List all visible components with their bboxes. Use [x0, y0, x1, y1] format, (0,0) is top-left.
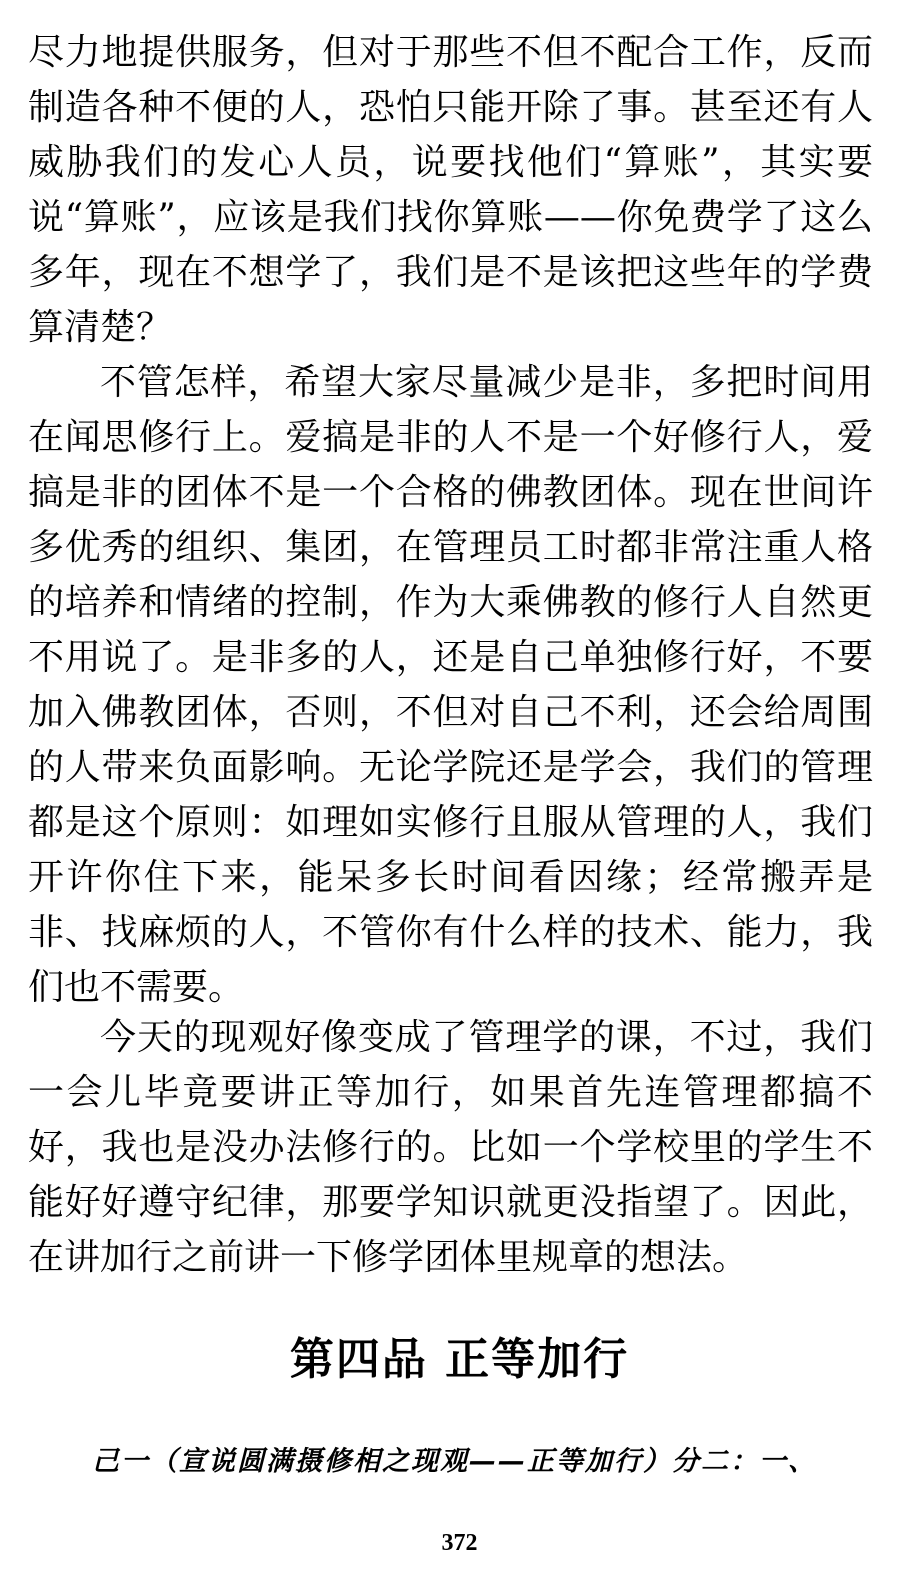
- section-subheading: 己一（宣说圆满摄修相之现观——正等加行）分二：一、: [92, 1446, 817, 1477]
- page-number: 372: [441, 1530, 478, 1556]
- paragraph-3: 今天的现观好像变成了管理学的课，不过，我们一会儿毕竟要讲正等加行，如果首先连管理都搞不好，我也是没办法修行的。比如一个学校里的学生不能好好遵守纪律，那要学知识就更没指望了。因此，在讲加行之前讲一下修学团体里规章的想法。: [28, 1017, 873, 1278]
- chapter-heading: 第四品 正等加行: [289, 1334, 630, 1385]
- paragraph-2: 不管怎样，希望大家尽量减少是非，多把时间用在闻思修行上。爱搞是非的人不是一个好修行人，爱搞是非的团体不是一个合格的佛教团体。现在世间许多优秀的组织、集团，在管理员工时都非常注重人格的培养和情绪的控制，作为大乘佛教的修行人自然更不用说了。是非多的人，还是自己单独修行好，不要加入佛教团体，否则，不但对自己不利，还会给周围的人带来负面影响。无论学院还是学会，我们的管理都是这个原则：如理如实修行且服从管理的人，我们开许你住下来，能呆多长时间看因缘；经常搬弄是非、找麻烦的人，不管你有什么样的技术、能力，我们也不需要。: [28, 362, 873, 1008]
- paragraph-1: 尽力地提供服务，但对于那些不但不配合工作，反而制造各种不便的人，恐怕只能开除了事。甚至还有人威胁我们的发心人员，说要找他们“算账”，其实要说“算账”，应该是我们找你算账——你免费学了这么多年，现在不想学了，我们是不是该把这些年的学费算清楚？: [28, 32, 873, 348]
